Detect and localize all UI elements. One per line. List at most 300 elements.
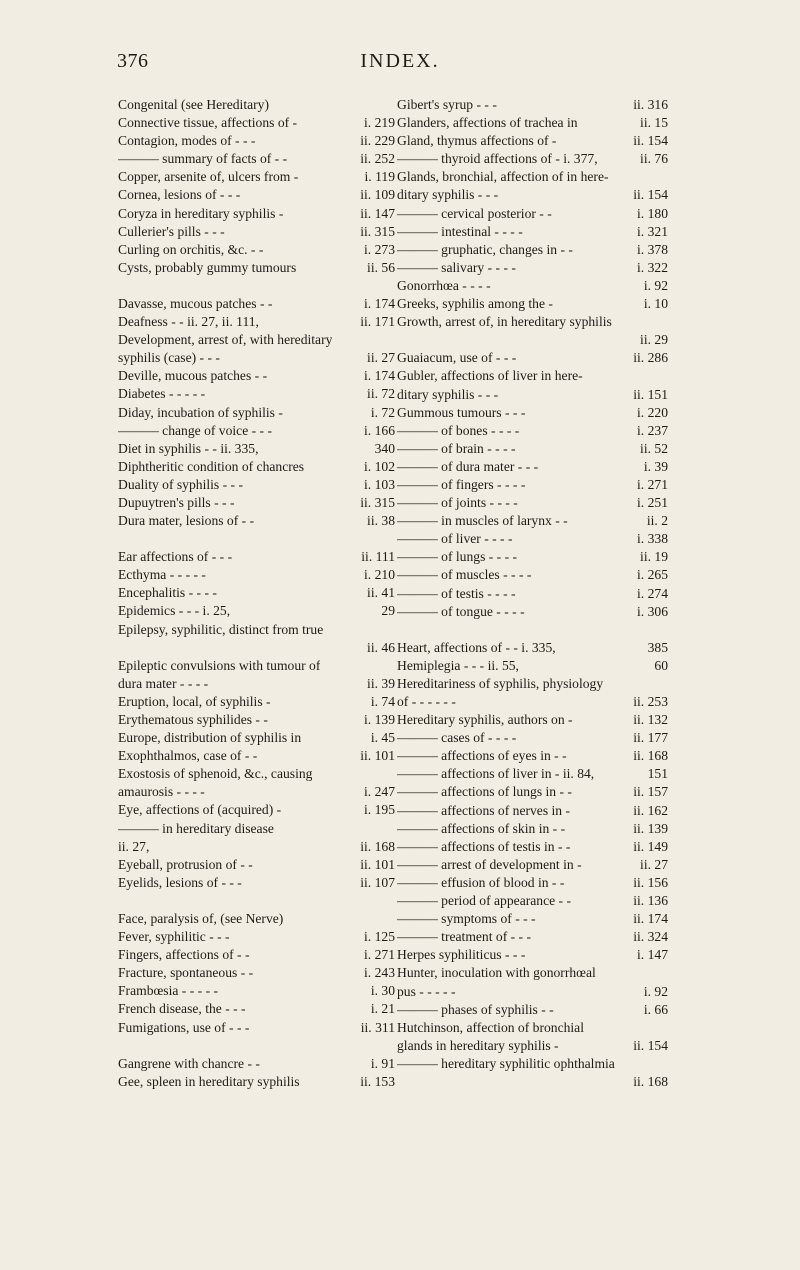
index-entry	[397, 548, 668, 566]
index-entry	[118, 856, 395, 874]
index-term: ——— of muscles - - - -	[397, 567, 532, 583]
index-entry	[118, 114, 395, 132]
section-gap	[118, 1037, 395, 1055]
index-page-ref: ii. 253	[633, 694, 668, 709]
index-term: Hunter, inoculation with gonorrhœal	[397, 965, 596, 981]
index-term: Diabetes - - - - -	[118, 386, 206, 402]
index-page-ref	[389, 657, 395, 675]
index-entry	[397, 168, 668, 186]
index-term: dura mater - - - -	[118, 675, 209, 691]
index-entry	[397, 983, 668, 1001]
index-page-ref: ii. 153	[360, 1073, 395, 1089]
index-entry	[118, 711, 395, 729]
index-page-ref: ii. 151	[633, 386, 668, 402]
index-entry	[118, 422, 395, 440]
index-page-ref: i. 271	[364, 947, 395, 963]
index-page-ref: ii. 109	[360, 187, 395, 203]
index-page-ref: i. 378	[637, 241, 668, 257]
index-page-ref: i. 321	[637, 223, 668, 239]
index-entry	[397, 639, 668, 657]
index-term: ditary syphilis - - -	[397, 187, 499, 203]
index-page-ref: i. 322	[637, 259, 668, 275]
index-page-ref: ii. 154	[633, 187, 668, 203]
index-page-ref: ii. 168	[633, 1073, 668, 1089]
index-entry	[397, 964, 668, 982]
index-page-ref: ii. 316	[633, 97, 668, 112]
index-term: Curling on orchitis, &c. - -	[118, 241, 264, 257]
index-page-ref: ii. 132	[633, 712, 668, 728]
index-entry	[118, 295, 395, 313]
index-entry	[397, 422, 668, 440]
index-page-ref: i. 338	[637, 531, 668, 547]
index-entry	[397, 295, 668, 313]
index-entry	[118, 349, 395, 367]
index-page-ref: ii. 72	[367, 386, 395, 402]
index-page-ref: ii. 174	[633, 911, 668, 927]
index-term: Gonorrhœa - - - -	[397, 277, 491, 293]
index-entry	[397, 566, 668, 584]
index-entry	[118, 801, 395, 819]
index-term: Gibert's syrup - - -	[397, 97, 497, 112]
index-entry	[118, 494, 395, 512]
index-page-ref: ii. 149	[633, 838, 668, 854]
index-page-ref: ii. 2	[646, 513, 668, 529]
index-page-ref: i. 180	[637, 205, 668, 221]
index-entry	[118, 566, 395, 584]
index-page-ref: i. 220	[637, 404, 668, 420]
index-term: ——— period of appearance - -	[397, 893, 571, 909]
index-page-ref: ii. 111	[361, 549, 395, 565]
index-page-ref: ii. 46	[367, 639, 395, 655]
index-entry	[397, 476, 668, 494]
index-entry	[118, 512, 395, 530]
index-term: ——— thyroid affections of - i. 377,	[397, 151, 598, 167]
index-term: Dupuytren's pills - - -	[118, 494, 235, 510]
index-page-ref: i. 21	[370, 1001, 395, 1017]
index-term: Duality of syphilis - - -	[118, 476, 243, 492]
index-page-ref: i. 45	[370, 730, 395, 746]
index-page-ref: i. 166	[364, 422, 395, 438]
index-entry	[397, 856, 668, 874]
index-term: Erythematous syphilides - -	[118, 712, 268, 727]
index-term: amaurosis - - - -	[118, 784, 205, 800]
index-page-ref: ii. 139	[633, 820, 668, 836]
index-page-ref: i. 125	[364, 929, 395, 945]
index-term: Hemiplegia - - - ii. 55,	[397, 657, 519, 673]
index-page-ref: ii. 177	[633, 730, 668, 746]
index-term: Epilepsy, syphilitic, distinct from true	[118, 621, 324, 637]
index-page-ref: ii. 19	[640, 549, 668, 565]
section-gap	[397, 621, 668, 639]
index-page-ref	[389, 96, 395, 114]
index-page-ref	[662, 964, 668, 982]
index-entry	[397, 783, 668, 801]
index-entry	[397, 603, 668, 621]
index-entry	[118, 313, 395, 331]
index-entry	[397, 186, 668, 204]
index-term: Coryza in hereditary syphilis -	[118, 205, 284, 221]
index-term: Face, paralysis of, (see Nerve)	[118, 910, 284, 926]
index-page-ref: ii. 229	[360, 133, 395, 149]
index-entry	[118, 1000, 395, 1018]
index-page-ref: i. 243	[364, 965, 395, 981]
index-term: ——— affections of eyes in - -	[397, 748, 567, 764]
index-entry	[118, 693, 395, 711]
index-term: Europe, distribution of syphilis in	[118, 730, 302, 746]
index-term: Fracture, spontaneous - -	[118, 965, 254, 981]
index-page-ref: i. 92	[643, 983, 668, 999]
page-header	[0, 50, 800, 80]
section-gap	[118, 530, 395, 548]
index-term: ——— of dura mater - - -	[397, 458, 539, 474]
index-entry	[118, 729, 395, 747]
index-page-ref: 340	[374, 440, 395, 456]
index-page-ref: ii. 147	[360, 205, 395, 221]
index-term: ——— phases of syphilis - -	[397, 1001, 554, 1017]
index-entry	[118, 982, 395, 1000]
index-term: ——— of joints - - - -	[397, 495, 518, 511]
index-term: ——— affections of liver in - ii. 84,	[397, 766, 595, 782]
index-entry	[397, 585, 668, 603]
index-term: ——— of bones - - - -	[397, 422, 520, 438]
index-term: Glanders, affections of trachea in	[397, 115, 578, 131]
index-term: Exophthalmos, case of - -	[118, 748, 258, 764]
index-term: ——— of fingers - - - -	[397, 476, 526, 492]
index-entry	[397, 946, 668, 964]
index-term: Gubler, affections of liver in here-	[397, 368, 583, 384]
index-term: ——— affections of lungs in - -	[397, 784, 572, 800]
index-term: ——— intestinal - - - -	[397, 223, 523, 239]
index-term: Herpes syphiliticus - - -	[397, 947, 526, 963]
index-term: syphilis (case) - - -	[118, 350, 220, 366]
index-term: ——— effusion of blood in - -	[397, 874, 565, 890]
index-entry	[118, 639, 395, 657]
index-page-ref: i. 10	[643, 296, 668, 312]
index-term: ——— in muscles of larynx - -	[397, 513, 568, 529]
index-column-left	[118, 96, 395, 1091]
index-page-ref: ii. 29	[640, 332, 668, 348]
index-entry	[397, 313, 668, 331]
index-page-ref: i. 265	[637, 567, 668, 583]
index-entry	[397, 838, 668, 856]
section-gap	[118, 277, 395, 295]
index-term: Connective tissue, affections of -	[118, 115, 298, 131]
index-entry	[118, 1073, 395, 1091]
index-page-ref: 29	[381, 603, 395, 619]
index-entry	[118, 602, 395, 620]
index-term: ——— symptoms of - - -	[397, 911, 536, 927]
index-entry	[118, 476, 395, 494]
section-gap	[118, 892, 395, 910]
index-term: Ear affections of - - -	[118, 549, 233, 565]
index-page-ref: ii. 27	[367, 350, 395, 366]
index-entry	[397, 892, 668, 910]
index-entry	[397, 910, 668, 928]
index-page-ref: ii. 101	[360, 856, 395, 872]
index-term: Ecthyma - - - - -	[118, 567, 206, 583]
index-page-ref: ii. 39	[367, 675, 395, 691]
index-entry	[118, 385, 395, 403]
index-entry	[118, 367, 395, 385]
index-term: ——— of liver - - - -	[397, 531, 513, 547]
index-page-ref	[662, 1055, 668, 1073]
index-page-ref: i. 74	[370, 693, 395, 709]
index-page-ref: ii. 41	[367, 585, 395, 601]
index-page-ref: i. 274	[637, 585, 668, 601]
index-entry	[397, 729, 668, 747]
index-entry	[118, 96, 395, 114]
index-term: Eyeball, protrusion of - -	[118, 856, 253, 872]
index-entry	[397, 386, 668, 404]
index-page-ref: ii. 156	[633, 874, 668, 890]
index-page-ref: 60	[654, 657, 668, 673]
index-page-ref: ii. 27	[640, 856, 668, 872]
index-term: Gee, spleen in hereditary syphilis	[118, 1073, 300, 1089]
index-term: Eruption, local, of syphilis -	[118, 693, 271, 709]
index-entry	[397, 874, 668, 892]
index-term: Cullerier's pills - - -	[118, 223, 225, 239]
index-page-ref	[389, 820, 395, 838]
index-page-ref: ii. 136	[633, 893, 668, 909]
index-term: ——— arrest of development in -	[397, 856, 582, 872]
index-term: Diday, incubation of syphilis -	[118, 404, 283, 420]
index-entry	[118, 964, 395, 982]
index-term: ——— salivary - - - -	[397, 259, 516, 275]
index-entry	[118, 621, 395, 639]
index-term: Hereditary syphilis, authors on -	[397, 712, 573, 728]
index-term: Fingers, affections of - -	[118, 947, 250, 963]
index-entry	[118, 584, 395, 602]
index-entry	[397, 1037, 668, 1055]
index-entry	[118, 186, 395, 204]
index-entry	[118, 657, 395, 675]
index-term: French disease, the - - -	[118, 1001, 246, 1017]
index-entry	[397, 747, 668, 765]
index-term: ——— treatment of - - -	[397, 929, 532, 945]
index-page-ref: ii. 76	[640, 151, 668, 167]
index-page-ref: i. 306	[637, 603, 668, 619]
index-term: ——— cases of - - - -	[397, 730, 517, 746]
index-term: ——— of lungs - - - -	[397, 549, 518, 565]
index-page-ref: i. 72	[370, 404, 395, 420]
index-term: Greeks, syphilis among the -	[397, 296, 553, 312]
index-page-ref	[662, 367, 668, 385]
index-page-ref: ii. 38	[367, 513, 395, 529]
index-page-ref: ii. 157	[633, 784, 668, 800]
index-entry	[118, 150, 395, 168]
index-entry	[397, 820, 668, 838]
index-term: Hutchinson, affection of bronchial	[397, 1019, 584, 1035]
index-entry	[397, 223, 668, 241]
index-entry	[118, 168, 395, 186]
index-page-ref: i. 39	[643, 458, 668, 474]
index-page-ref: i. 251	[637, 495, 668, 511]
index-page-ref: ii. 154	[633, 1037, 668, 1053]
index-entry	[118, 548, 395, 566]
index-entry	[397, 96, 668, 114]
index-entry	[118, 440, 395, 458]
index-page-ref	[389, 621, 395, 639]
index-term: ——— gruphatic, changes in - -	[397, 241, 573, 257]
index-term: ——— affections of testis in - -	[397, 838, 571, 854]
index-entry	[118, 241, 395, 259]
index-entry	[397, 277, 668, 295]
index-term: Hereditariness of syphilis, physiology	[397, 675, 604, 691]
index-entry	[397, 440, 668, 458]
index-page-ref	[389, 910, 395, 928]
index-page-ref: i. 219	[364, 115, 395, 131]
index-entry	[397, 494, 668, 512]
index-term: Encephalitis - - - -	[118, 585, 217, 601]
index-page-ref: i. 147	[637, 947, 668, 963]
index-term: Contagion, modes of - - -	[118, 133, 256, 149]
index-page-ref: i. 271	[637, 476, 668, 492]
index-entry	[397, 1055, 668, 1073]
index-entry	[397, 530, 668, 548]
index-entry	[397, 331, 668, 349]
index-entry	[397, 512, 668, 530]
index-term: pus - - - - -	[397, 983, 456, 999]
index-entry	[397, 132, 668, 150]
index-entry	[118, 820, 395, 838]
index-page-ref: ii. 286	[633, 350, 668, 366]
index-term: Diphtheritic condition of chancres	[118, 458, 305, 474]
index-page-ref: ii. 311	[360, 1019, 395, 1035]
index-entry	[397, 657, 668, 675]
index-term: Frambœsia - - - - -	[118, 983, 219, 999]
index-term: Gangrene with chancre - -	[118, 1055, 260, 1071]
index-entry	[118, 331, 395, 349]
index-entry	[397, 802, 668, 820]
index-page-ref: i. 139	[364, 712, 395, 727]
index-term: Epileptic convulsions with tumour of	[118, 657, 321, 673]
index-entry	[397, 1073, 668, 1091]
index-entry	[397, 114, 668, 132]
index-entry	[397, 711, 668, 729]
index-term: ——— of brain - - - -	[397, 440, 516, 456]
index-entry	[118, 259, 395, 277]
index-term: Gummous tumours - - -	[397, 404, 526, 420]
index-page-ref: 385	[647, 639, 668, 655]
index-entry	[397, 259, 668, 277]
index-term: Gland, thymus affections of -	[397, 133, 557, 149]
index-term: Guaiacum, use of - - -	[397, 350, 517, 366]
index-term: Eyelids, lesions of - - -	[118, 874, 242, 890]
index-term: Dura mater, lesions of - -	[118, 513, 255, 529]
index-term: Cysts, probably gummy tumours	[118, 259, 297, 275]
index-entry	[118, 223, 395, 241]
index-term: ——— of testis - - - -	[397, 585, 516, 601]
index-term: Fumigations, use of - - -	[118, 1019, 250, 1035]
index-page-ref	[662, 675, 668, 693]
index-page-ref: ii. 171	[360, 314, 395, 330]
index-page-ref: i. 103	[364, 476, 395, 492]
index-page-ref: i. 174	[364, 368, 395, 384]
index-entry	[397, 349, 668, 367]
index-page-ref	[389, 331, 395, 349]
index-term: Fever, syphilitic - - -	[118, 929, 230, 945]
index-page-ref: i. 247	[364, 784, 395, 800]
index-entry	[118, 1019, 395, 1037]
index-page-ref	[389, 765, 395, 783]
index-term: Davasse, mucous patches - -	[118, 295, 273, 311]
index-entry	[397, 928, 668, 946]
index-term: Congenital (see Hereditary)	[118, 97, 269, 112]
index-term: glands in hereditary syphilis -	[397, 1037, 559, 1053]
index-entry	[118, 928, 395, 946]
index-page-ref: i. 92	[643, 277, 668, 293]
index-entry	[397, 205, 668, 223]
index-entry	[118, 765, 395, 783]
index-term: ii. 27,	[118, 838, 150, 854]
index-entry	[397, 404, 668, 422]
index-term: Eye, affections of (acquired) -	[118, 802, 282, 818]
index-term: ——— affections of skin in - -	[397, 820, 566, 836]
index-entry	[118, 946, 395, 964]
index-page-ref: i. 273	[364, 241, 395, 257]
index-entry	[118, 132, 395, 150]
index-page-ref: i. 195	[364, 802, 395, 818]
index-entry	[118, 675, 395, 693]
index-page-ref: ii. 56	[367, 259, 395, 275]
index-page-ref: i. 91	[370, 1055, 395, 1071]
index-term: ——— of tongue - - - -	[397, 603, 525, 619]
index-entry	[118, 910, 395, 928]
index-page-ref: i. 66	[643, 1001, 668, 1017]
running-title: INDEX.	[360, 50, 440, 72]
index-page-ref: ii. 162	[633, 802, 668, 818]
index-entry	[118, 874, 395, 892]
index-term: Growth, arrest of, in hereditary syphilis	[397, 314, 612, 330]
index-page-ref: i. 102	[364, 458, 395, 474]
index-page-ref: ii. 315	[360, 223, 395, 239]
index-term: Copper, arsenite of, ulcers from -	[118, 169, 299, 185]
index-page-ref: ii. 324	[633, 929, 668, 945]
index-term: Deafness - - ii. 27, ii. 111,	[118, 314, 259, 330]
index-page-ref: ii. 154	[633, 133, 668, 149]
index-entry	[118, 783, 395, 801]
index-page-ref: 151	[647, 766, 668, 782]
index-page-ref	[662, 168, 668, 186]
index-term: Deville, mucous patches - -	[118, 368, 268, 384]
index-entry	[397, 675, 668, 693]
index-page-ref: ii. 101	[360, 748, 395, 764]
index-page-ref: ii. 15	[640, 115, 668, 131]
index-page-ref: i. 210	[364, 567, 395, 583]
index-term: ——— change of voice - - -	[118, 422, 273, 438]
index-entry	[397, 1001, 668, 1019]
index-entry	[397, 458, 668, 476]
index-term: ——— hereditary syphilitic ophthalmia	[397, 1055, 615, 1071]
index-page-ref: i. 119	[364, 169, 395, 185]
index-page-ref: ii. 168	[633, 748, 668, 764]
index-entry	[118, 205, 395, 223]
index-term: ——— summary of facts of - -	[118, 151, 288, 167]
index-term: Heart, affections of - - i. 335,	[397, 639, 556, 655]
index-term: Development, arrest of, with hereditary	[118, 332, 333, 348]
index-term: ——— affections of nerves in -	[397, 802, 571, 818]
index-page-ref: i. 30	[370, 983, 395, 999]
index-page-ref: ii. 252	[360, 151, 395, 167]
index-entry	[118, 1055, 395, 1073]
index-page-ref	[662, 313, 668, 331]
index-entry	[397, 1019, 668, 1037]
index-term: Exostosis of sphenoid, &c., causing	[118, 766, 313, 782]
index-entry	[397, 367, 668, 385]
index-entry	[118, 404, 395, 422]
index-term: Glands, bronchial, affection of in here-	[397, 169, 609, 185]
page-number: 376	[117, 50, 149, 72]
